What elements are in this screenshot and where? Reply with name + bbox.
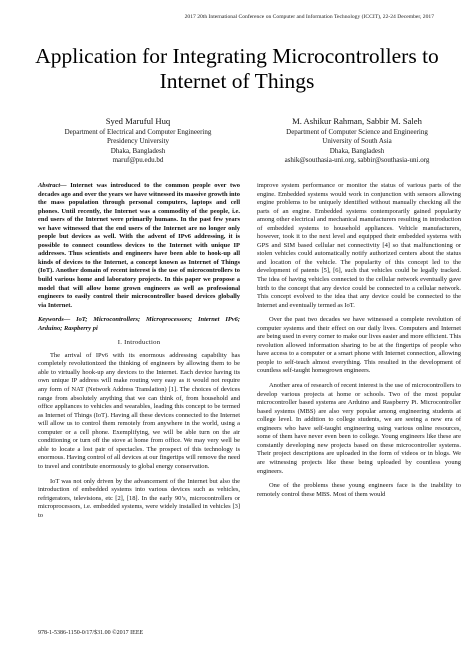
right-paragraph-2: Over the past two decades we have witnessed a complete revolution of computer systems and their effect on our daily lives. Computers and Internet are being used in every corner to make our lives easier and more efficient. This revolution allowed information sharing to be at the fingertips of people who have access to a computer or a smart phone with Internet connection, allowing people to self-teach almost everything. This resulted in the development of countless self-taught homegrown engineers. xyxy=(257,316,461,375)
author-department: Department of Electrical and Computer Engineering xyxy=(64,128,212,136)
title-line-2: Internet of Things xyxy=(159,69,315,93)
abstract-lead: Abstract— xyxy=(38,182,67,189)
section-heading-introduction: I. Introduction xyxy=(117,339,161,347)
right-column xyxy=(257,182,461,505)
keywords: Keywords— IoT; Microcontrollers; Microprocessors; Internet IPv6; Arduino; Raspberry pi xyxy=(38,316,240,332)
title-line-1: Application for Integrating Microcontrollers to xyxy=(35,44,439,68)
author-university: Presidency University xyxy=(106,137,169,146)
author-block-left xyxy=(38,116,238,166)
author-city: Dhaka, Bangladesh xyxy=(329,146,385,155)
conference-header: 2017 20th International Conference on Computer and Information Technology (ICCIT), 22-24 December, 2017 xyxy=(184,14,434,20)
author-name: Syed Maruful Huq xyxy=(105,116,171,126)
author-department: Department of Computer Science and Engineering xyxy=(286,128,428,136)
right-paragraph-3: Another area of research of recent interest is the use of microcontrollers to develop various projects at home or schools. Two of the most popular microcontroller based systems are Arduino and Raspberry Pi. Microcontroller based systems (MBS) are also very popular among engineering students at college level. In addition to college students, we are seeing a new era of engineers who have self-taught engineering using various online resources, some of them have never even been to college. Young engineers like these are constantly developing new projects based on these microcontroller systems. Their project descriptions are uploaded in the form of videos or in blogs. We are witnessing projects like these being uploaded by countless young engineers. xyxy=(257,382,461,475)
author-name: M. Ashikur Rahman, Sabbir M. Saleh xyxy=(292,116,422,126)
right-paragraph-4: One of the problems these young engineers face is the inability to remotely control these MBS. Most of them would xyxy=(257,482,461,498)
author-block-right xyxy=(252,116,462,166)
paper-title xyxy=(0,44,474,94)
right-paragraph-1: improve system performance or monitor the status of various parts of the engine. Embedded systems would work in conjunction with sensors allowing engine problems to be uniquely identified without manually checking all the parts of an engine. Embedded systems contemporarily gained popularity among other electrical and mechanical manufacturers resulting in introduction of embedded systems to household appliances. Vehicle manufacturers, however, took it to the next level and equipped their embedded systems with GPS and SIM based cellular net connectivity [4] so that malfunctioning or stolen vehicles could automatically notify authorized centers about the status and location of the vehicle. The popularity of this concept led to the development of patents [5], [6], such that vehicles could be legally tracked. The idea of having vehicles connected to the cellular network eventually gave birth to the concept that any device could be connected to a cellular network. This concept evolved to the idea that any device could be connected to the Internet and eventually termed as IoT. xyxy=(257,182,461,309)
intro-paragraph-1: The arrival of IPv6 with its enormous addressing capability has completely revolutionized the thinking of engineers by allowing them to be able to virtually hook-up any devices to the Internet. Each device having its own unique IP address will make routing very easy as it would not require any form of NAT (Network Address Translation) [1]. The choices of devices range from absolutely anything that we can think of, from household and office appliances to vehicles and wearables, leading this concept to be termed as Internet of Things (IoT). Having all these devices connected to the Internet will allow us to control them remotely from anywhere in the world, using a computer or a cell phone. Exemplifying, we will be able turn on the air conditioning or turn off the stove at home from office. We may very well be able to locate a lost pair of spectacles. The prospect of this technology is enormous. Having control of all devices at our fingertips will remove the need to travel and contribute enormously to global energy conservation. xyxy=(38,351,240,470)
abstract xyxy=(38,182,240,310)
intro-paragraph-2: IoT was not only driven by the advancement of the Internet but also the introduction of embedded systems into various devices such as vehicles, refrigerators, televisions, etc [2], [18]. In the early 90’s, microcontrollers or microprocessors, i.e. embedded systems, were widely installed in vehicles [3] to xyxy=(38,477,240,519)
author-email: ashik@southasia-uni.org, sabbir@southasia-uni.org xyxy=(284,156,430,165)
copyright-footer: 978-1-5386-1150-0/17/$31.00 ©2017 IEEE xyxy=(38,630,144,636)
left-column xyxy=(38,182,240,526)
abstract-text: Internet was introduced to the common people over two decades ago and over the years we have witnessed its massive growth into the mass population through personal computers, laptops and cell phones. Until recently, the Internet was a commodity of the people, i.e. end users of the Internet were primarily humans. In the past few years we have witnessed that the end users of the Internet are no longer only people but devices as well. With the advent of IPv6 addressing, it is possible to connect countless devices to the Internet with unique IP addresses. Thus scientists and engineers have been able to hook-up all kinds of devices to the Internet, a concept known as Internet of Things (IoT). Another domain of recent interest is the use of microcontrollers to build various home and laboratory projects. In this paper we propose a model that will allow home grown engineers as well as professional engineers to easily control their microcontroller based devices globally via Internet. xyxy=(38,182,240,309)
author-email: maruf@pu.edu.bd xyxy=(112,156,164,165)
author-university: University of South Asia xyxy=(322,137,392,146)
author-city: Dhaka, Bangladesh xyxy=(110,146,166,155)
